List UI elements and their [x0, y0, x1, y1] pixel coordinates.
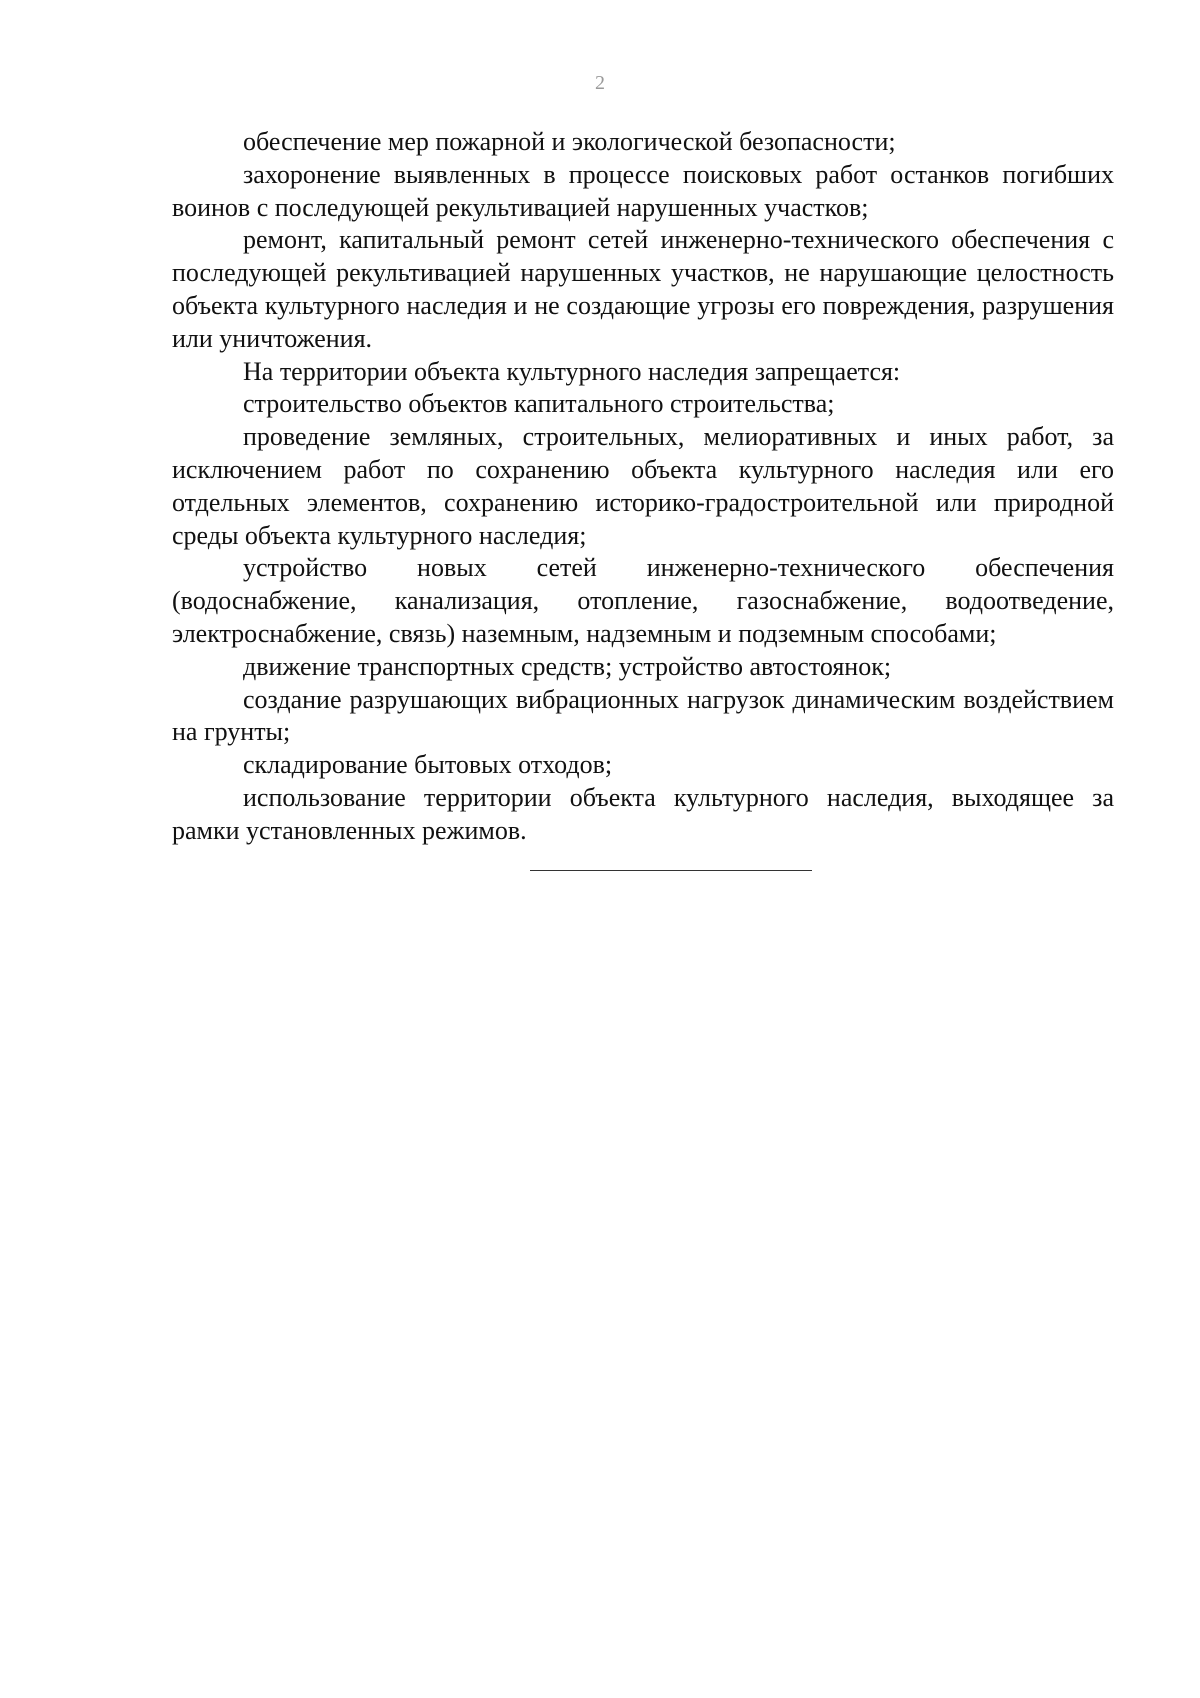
paragraph-prohibitions-intro: На территории объекта культурного наследия запрещается: [243, 356, 901, 386]
paragraph-territory-use-ban: использование территории объекта культурного наследия, выходящее за рамки установленных режимов. [172, 782, 1114, 845]
end-separator-line [530, 870, 812, 871]
paragraph-waste-storage-ban: складирование бытовых отходов; [243, 750, 613, 780]
paragraph-burial-remains: захоронение выявленных в процессе поисковых работ останков погибших воинов с последующей рекультивацией нарушенных участков; [172, 159, 1114, 222]
document-body [172, 126, 1114, 848]
paragraph-construction-ban: строительство объектов капитального строительства; [243, 389, 835, 419]
paragraph-new-networks-ban: устройство новых сетей инженерно-технического обеспечения (водоснабжение, канализация, отопление, газоснабжение, водоотведение, электроснабжение, связь) наземным, надземным и подземным способами; [172, 553, 1114, 648]
page-number: 2 [595, 72, 605, 94]
paragraph-traffic-parking-ban: движение транспортных средств; устройство автостоянок; [243, 651, 892, 681]
paragraph-fire-ecology-safety: обеспечение мер пожарной и экологической безопасности; [243, 127, 896, 156]
paragraph-earthworks-ban: проведение земляных, строительных, мелиоративных и иных работ, за исключением работ по сохранению объекта культурного наследия или его отдельных элементов, сохранению историко-градостроительной или природной среды объекта культурного наследия; [172, 422, 1114, 550]
paragraph-network-repair: ремонт, капитальный ремонт сетей инженерно-технического обеспечения с последующей рекультивацией нарушенных участков, не нарушающие целостность объекта культурного наследия и не создающие угрозы его повреждения, разрушения или уничтожения. [172, 225, 1114, 353]
paragraph-vibration-ban: создание разрушающих вибрационных нагрузок динамическим воздействием на грунты; [172, 684, 1114, 747]
